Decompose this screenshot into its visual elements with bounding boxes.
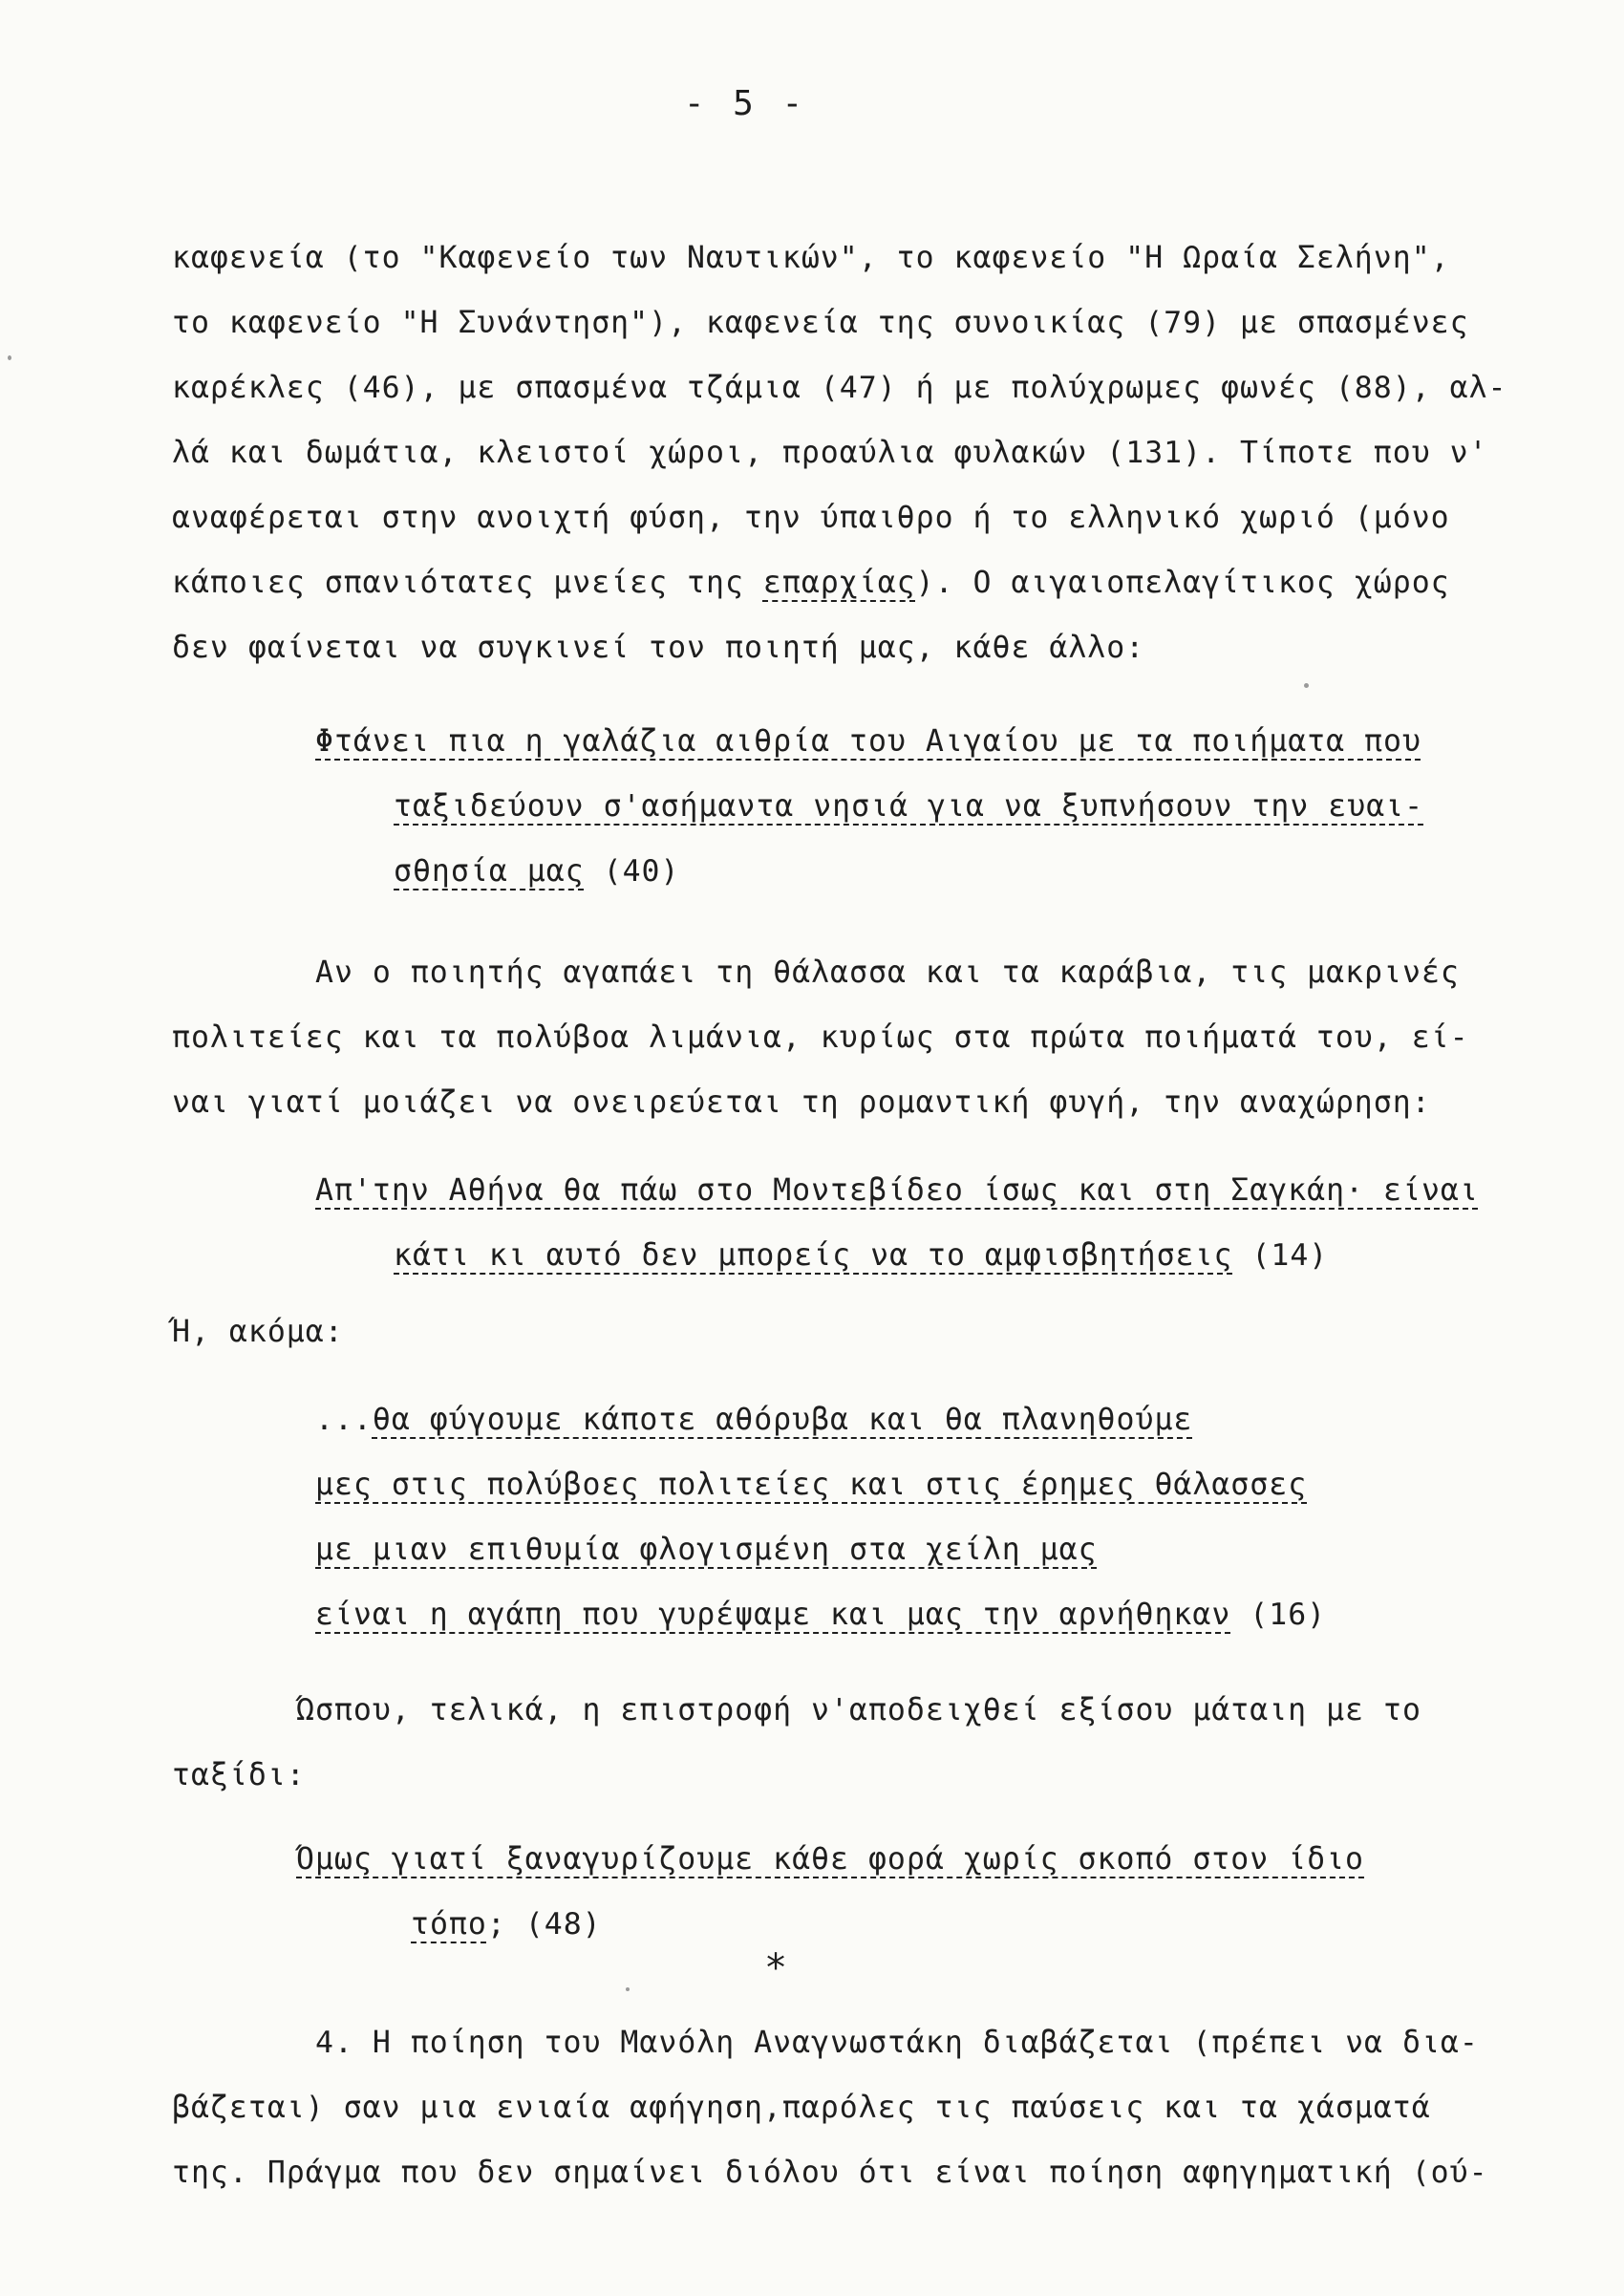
text-line: Ώσπου, τελικά, η επιστροφή ν'αποδειχθεί εξίσου μάταιη με το <box>296 1693 1421 1727</box>
section-separator: * <box>764 1946 788 1990</box>
quote-line: Όμως γιατί ξαναγυρίζουμε κάθε φορά χωρίς σκοπό στον ίδιο <box>296 1842 1365 1877</box>
quote-line: Φτάνει πια η γαλάζια αιθρία του Αιγαίου με τα ποιήματα που <box>315 724 1421 759</box>
page-number: - 5 - <box>683 84 807 123</box>
scan-speck <box>8 355 11 360</box>
quote-text: κάτι κι αυτό δεν μπορείς να το αμφισβητήσεις <box>394 1238 1233 1273</box>
text-line: ταξίδι: <box>172 1758 306 1792</box>
quote-line <box>315 1596 1326 1634</box>
scan-speck <box>1304 683 1309 688</box>
scan-speck <box>626 1987 630 1991</box>
quote-line: ταξιδεύουν σ'ασήμαντα νησιά για να ξυπνήσουν την ευαι- <box>394 789 1424 824</box>
quote-line: με μιαν επιθυμία φλογισμένη στα χείλη μας <box>315 1533 1098 1567</box>
quote-reference: ; (48) <box>486 1907 602 1942</box>
quote-prefix: ... <box>315 1403 373 1437</box>
text-line: αναφέρεται στην ανοιχτή φύση, την ύπαιθρο ή το ελληνικό χωριό (μόνο <box>172 501 1450 535</box>
text-line: Αν ο ποιητής αγαπάει τη θάλασσα και τα καράβια, τις μακρινές <box>315 955 1460 990</box>
quote-line <box>411 1905 602 1943</box>
text-line: καφενεία (το "Καφενείο των Ναυτικών", το καφενείο "Η Ωραία Σελήνη", <box>172 241 1450 275</box>
quote-text: θα φύγουμε κάποτε αθόρυβα και θα πλανηθούμε <box>372 1403 1193 1437</box>
quote-line <box>394 852 679 891</box>
quote-reference: (40) <box>584 854 680 889</box>
underlined-word: επαρχίας <box>762 566 916 600</box>
quote-line: Απ'την Αθήνα θα πάω στο Μοντεβίδεο ίσως και στη Σαγκάη· είναι <box>315 1173 1479 1208</box>
quote-reference: (14) <box>1232 1238 1329 1273</box>
text-segment: ). Ο αιγαιοπελαγίτικος χώρος <box>915 566 1450 600</box>
text-line: καρέκλες (46), με σπασμένα τζάμια (47) ή με πολύχρωμες φωνές (88), αλ- <box>172 371 1507 405</box>
text-segment: κάποιες σπανιότατες μνείες της <box>172 566 763 600</box>
text-line: Ή, ακόμα: <box>172 1315 344 1349</box>
text-line: πολιτείες και τα πολύβοα λιμάνια, κυρίως στα πρώτα ποιήματά του, εί- <box>172 1020 1469 1055</box>
quote-line <box>394 1236 1328 1275</box>
quote-reference: (16) <box>1230 1598 1327 1632</box>
text-line: ναι γιατί μοιάζει να ονειρεύεται τη ρομαντική φυγή, την αναχώρηση: <box>172 1085 1431 1120</box>
quote-text: είναι η αγάπη που γυρέψαμε και μας την αρνήθηκαν <box>315 1598 1231 1632</box>
quote-line: μες στις πολύβοες πολιτείες και στις έρημες θάλασσες <box>315 1468 1308 1502</box>
quote-text: σθησία μας <box>394 854 585 889</box>
text-line: δεν φαίνεται να συγκινεί τον ποιητή μας, κάθε άλλο: <box>172 631 1145 665</box>
text-line: βάζεται) σαν μια ενιαία αφήγηση,παρόλες τις παύσεις και τα χάσματά <box>172 2091 1431 2125</box>
quote-text: τόπο <box>411 1907 487 1942</box>
text-line: το καφενείο "Η Συνάντηση"), καφενεία της συνοικίας (79) με σπασμένες <box>172 306 1469 340</box>
quote-line <box>315 1401 1192 1439</box>
text-line: λά και δωμάτια, κλειστοί χώροι, προαύλια φυλακών (131). Τίποτε που ν' <box>172 436 1488 470</box>
text-line: της. Πράγμα που δεν σημαίνει διόλου ότι είναι ποίηση αφηγηματική (ού- <box>172 2156 1488 2190</box>
text-line <box>172 564 1450 602</box>
text-line: 4. Η ποίηση του Μανόλη Αναγνωστάκη διαβάζεται (πρέπει να δια- <box>315 2026 1479 2060</box>
